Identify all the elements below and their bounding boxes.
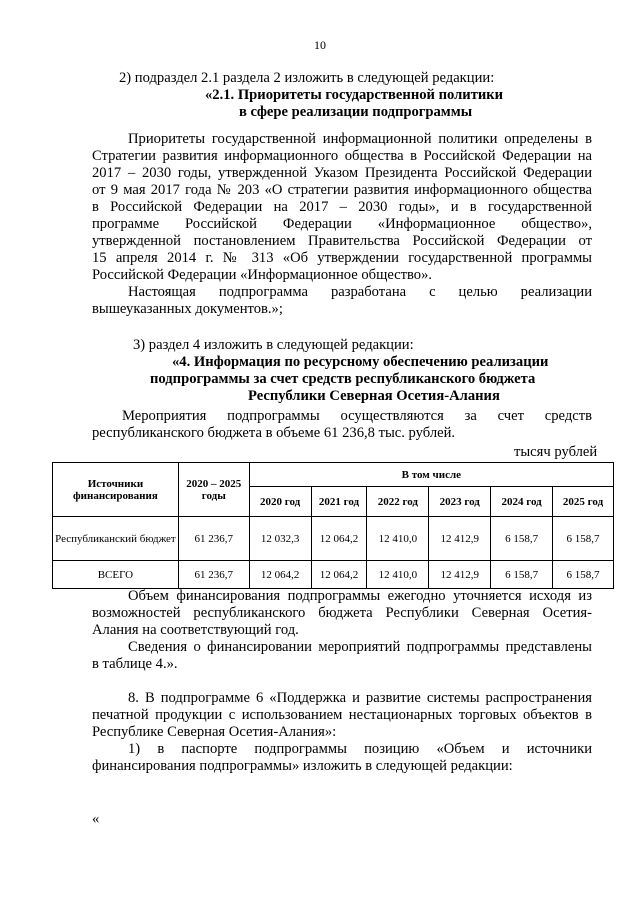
sec1-para1-line: от 9 мая 2017 года № 203 «О стратегии развития информационного общества <box>92 182 592 198</box>
sec3-para2-line: Сведения о финансировании мероприятий подпрограммы представлены <box>128 639 592 655</box>
row-value: 12 412,9 <box>429 517 491 561</box>
header-source: Источники финансирования <box>53 463 179 517</box>
row-value: 6 158,7 <box>491 561 553 589</box>
row-value: 12 410,0 <box>367 517 429 561</box>
header-year: 2021 год <box>311 487 367 517</box>
row-value: 12 410,0 <box>367 561 429 589</box>
sec3-para1-line-last: Алания на соответствующий год. <box>92 622 299 638</box>
row-value: 12 064,2 <box>311 561 367 589</box>
sec3-para2-line-last: в таблице 4.». <box>92 656 178 672</box>
sec4-para2-line-last: финансирования подпрограммы» изложить в следующей редакции: <box>92 758 513 774</box>
table-header-row <box>53 463 614 487</box>
sec1-para2-line-last: вышеуказанных документов.»; <box>92 301 283 317</box>
sec4-para1-line: печатной продукции с использованием нестационарных торговых объектов в <box>92 707 592 723</box>
table-row-total <box>53 561 614 589</box>
table-unit-label: тысяч рублей <box>514 444 598 460</box>
sec1-para1-line: Стратегии развития информационного общества в Российской Федерации на <box>92 148 592 164</box>
header-total: 2020 – 2025 годы <box>178 463 249 517</box>
sec1-para2-line: Настоящая подпрограмма разработана с целью реализации <box>128 284 592 300</box>
page-number: 10 <box>314 38 326 52</box>
financing-table <box>52 462 614 589</box>
table-row <box>53 517 614 561</box>
row-label: Республиканский бюджет <box>53 517 179 561</box>
row-value: 12 064,2 <box>311 517 367 561</box>
row-value: 6 158,7 <box>553 517 614 561</box>
sec2-heading-line-1: «4. Информация по ресурсному обеспечению реализации <box>172 354 549 370</box>
sec1-heading-line-2: в сфере реализации подпрограммы <box>239 104 473 120</box>
sec4-para2-line: 1) в паспорте подпрограммы позицию «Объем и источники <box>128 741 592 757</box>
sec1-para1-line: 15 апреля 2014 г. № 313 «Об утверждении государственной программы <box>92 250 592 266</box>
header-year: 2020 год <box>249 487 311 517</box>
row-total: 61 236,7 <box>178 517 249 561</box>
header-year: 2022 год <box>367 487 429 517</box>
row-value: 6 158,7 <box>553 561 614 589</box>
row-value: 12 032,3 <box>249 517 311 561</box>
header-year: 2024 год <box>491 487 553 517</box>
sec1-para1-line: утвержденной постановлением Правительства Российской Федерации от <box>92 233 592 249</box>
sec1-para1-line: Приоритеты государственной информационной политики определены в <box>128 131 592 147</box>
row-value: 12 064,2 <box>249 561 311 589</box>
row-value: 12 412,9 <box>429 561 491 589</box>
header-including: В том числе <box>249 463 613 487</box>
sec3-para1-line: Объем финансирования подпрограммы ежегодно уточняется исходя из <box>128 588 592 604</box>
sec1-para1-line-last: Российской Федерации «Информационное общество». <box>92 267 433 283</box>
sec2-heading-line-2: подпрограммы за счет средств республиканского бюджета <box>150 371 536 387</box>
sec1-intro: 2) подраздел 2.1 раздела 2 изложить в следующей редакции: <box>119 70 495 86</box>
header-year: 2025 год <box>553 487 614 517</box>
closing-quote: « <box>92 811 100 827</box>
row-value: 6 158,7 <box>491 517 553 561</box>
header-year: 2023 год <box>429 487 491 517</box>
sec2-para1-line: Мероприятия подпрограммы осуществляются за счет средств <box>122 408 592 424</box>
sec1-para1-line: 2017 – 2030 годы, утвержденной Указом Президента Российской Федерации <box>92 165 592 181</box>
sec3-para1-line: возможностей республиканского бюджета Республики Северная Осетия- <box>92 605 592 621</box>
sec4-para1-line-last: Республике Северная Осетия-Алания»: <box>92 724 337 740</box>
sec2-para1-line-last: республиканского бюджета в объеме 61 236,8 тыс. рублей. <box>92 425 456 441</box>
row-label: ВСЕГО <box>53 561 179 589</box>
sec2-intro: 3) раздел 4 изложить в следующей редакции: <box>133 337 414 353</box>
sec4-para1-line: 8. В подпрограмме 6 «Поддержка и развитие системы распространения <box>128 690 592 706</box>
sec1-para1-line: в Российской Федерации на 2017 – 2030 годы», и в государственной <box>92 199 592 215</box>
sec1-heading-line-1: «2.1. Приоритеты государственной политики <box>205 87 504 103</box>
row-total: 61 236,7 <box>178 561 249 589</box>
sec1-para1-line: программе Российской Федерации «Информационное общество», <box>92 216 592 232</box>
sec2-heading-line-3: Республики Северная Осетия-Алания <box>248 388 500 404</box>
